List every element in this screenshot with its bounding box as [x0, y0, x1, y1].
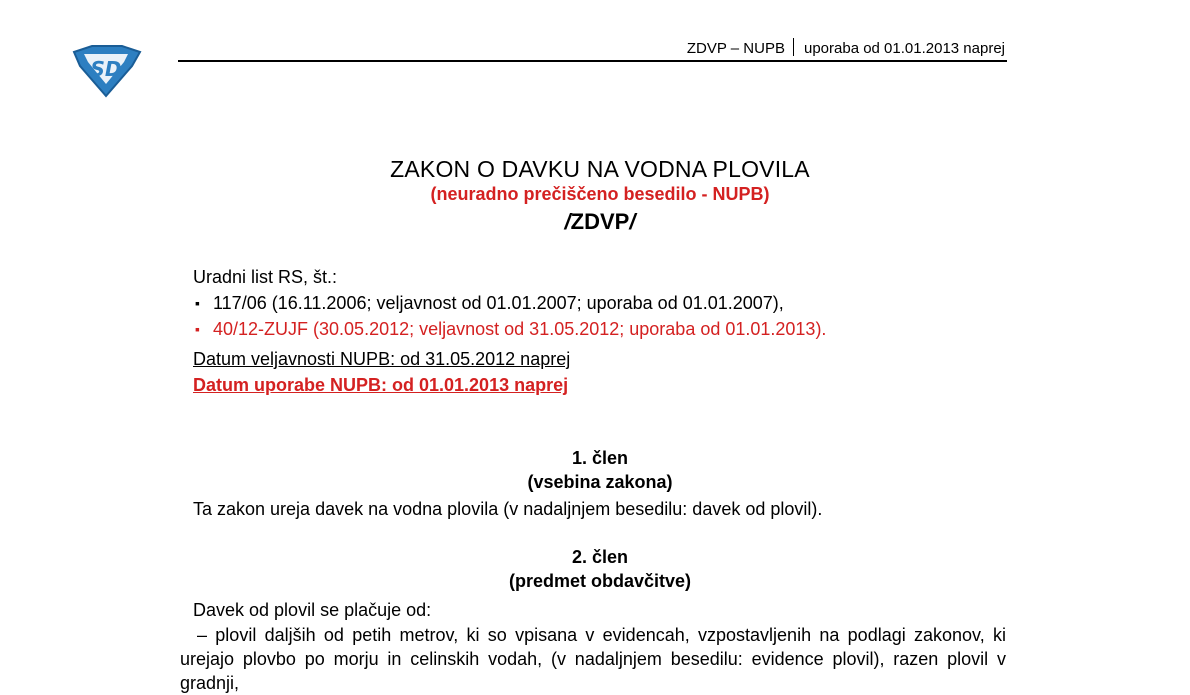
article-heading: (vsebina zakona) — [527, 472, 673, 492]
gazette-label: Uradni list RS, št.: — [193, 267, 338, 287]
gazette-section — [193, 264, 826, 342]
document-abbreviation — [0, 209, 1190, 235]
article-number: 2. člen — [571, 547, 629, 567]
abbreviation-open: / — [564, 209, 571, 234]
validity-date: Datum veljavnosti NUPB: od 31.05.2012 naprej — [193, 349, 571, 369]
header-separator — [793, 38, 794, 56]
article-number: 1. člen — [571, 448, 629, 468]
logo-text: SD — [90, 57, 122, 81]
document-subtitle: (neuradno prečiščeno besedilo - NUPB) — [430, 184, 770, 204]
header-right-text: uporaba od 01.01.2013 naprej — [803, 40, 1005, 57]
gazette-entry-amendment: ▪ 40/12-ZUJF (30.05.2012; veljavnost od 31.05.2012; uporaba od 01.01.2013). — [193, 316, 826, 342]
application-date: Datum uporabe NUPB: od 01.01.2013 naprej — [193, 375, 569, 395]
article-heading: (predmet obdavčitve) — [508, 571, 692, 591]
article-text: Ta zakon ureja davek na vodna plovila (v nadaljnjem besedilu: davek od plovil). — [193, 499, 823, 519]
header-left-text: ZDVP – NUPB — [686, 40, 785, 57]
validity-section — [193, 346, 570, 398]
header-rule — [178, 60, 1007, 62]
article-text: Davek od plovil se plačuje od: — [193, 600, 432, 620]
abbreviation-close: / — [629, 209, 636, 234]
abbreviation-text: ZDVP — [570, 209, 630, 234]
article-item: – plovil daljših od petih metrov, ki so vpisana v evidencah, vzpostavljenih na podlagi zakonov, ki urejajo plovbo po morju in celinskih vodah, (v nadaljnjem besedilu: evidence plovil), razen plovil v gradnji, — [180, 625, 1006, 693]
gazette-entry: ▪ 117/06 (16.11.2006; veljavnost od 01.01.2007; uporaba od 01.01.2007), — [193, 290, 826, 316]
document-title: ZAKON O DAVKU NA VODNA PLOVILA — [390, 156, 810, 182]
gazette-list — [193, 290, 826, 342]
running-header — [500, 38, 1005, 57]
logo-icon — [70, 44, 142, 98]
